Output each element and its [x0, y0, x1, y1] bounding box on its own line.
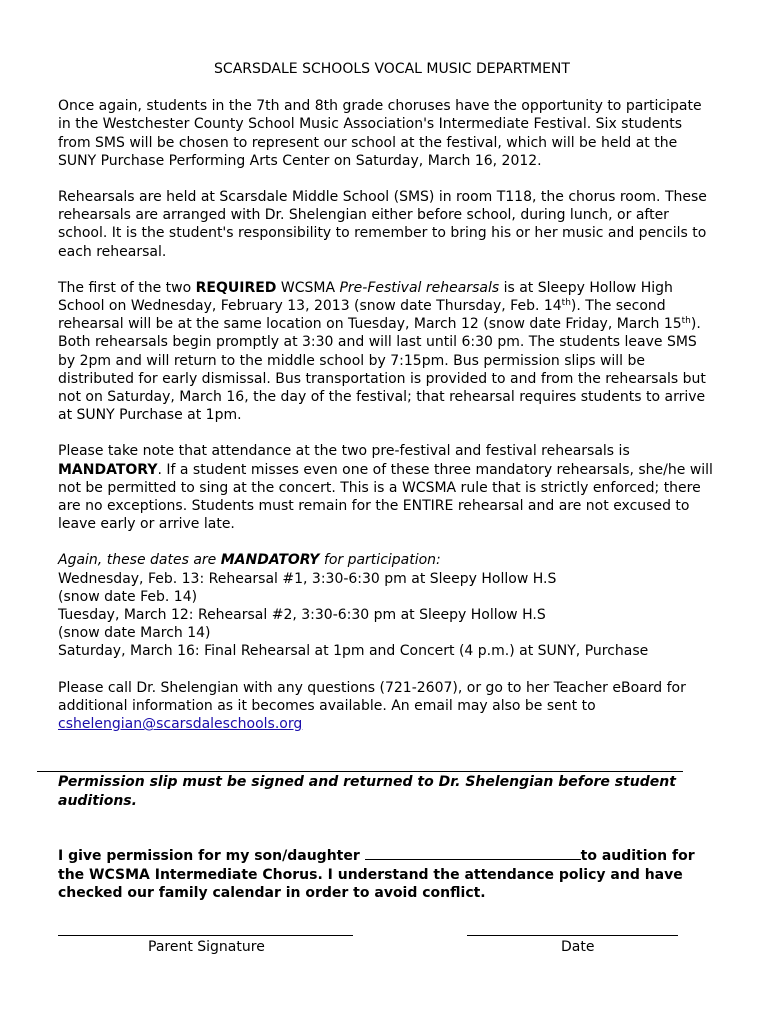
intro-paragraph: Once again, students in the 7th and 8th grade choruses have the opportunity to participate in the Westchester County School Music Association's Intermediate Festival. Six students from SMS will be chosen to represent our school at the festival, which will be held at the SUNY Purchase Performing Arts Center on Saturday, March 16, 2012.: [58, 98, 702, 169]
date-line: Tuesday, March 12: Rehearsal #2, 3:30-6:30 pm at Sleepy Hollow H.S: [58, 607, 546, 624]
text-run: . If a student misses even one of these three mandatory rehearsals, she/he will not be permitted to sing at the concert. This is a WCSMA rule that is strictly enforced; there are no exceptions. Students must remain for the ENTIRE rehearsal and are not excused to leave early or arrive late.: [58, 461, 713, 533]
rehearsals-paragraph: Rehearsals are held at Scarsdale Middle School (SMS) in room T118, the chorus room. These rehearsals are arranged with Dr. Shelengian either before school, during lunch, or after school. It is the student's responsibility to remember to bring his or her music and pencils to each rehearsal.: [58, 189, 707, 260]
text-run: Please take note that attendance at the two pre-festival and festival rehearsals is: [58, 443, 630, 460]
text-run: WCSMA: [276, 279, 340, 296]
text-run: The first of the two: [58, 279, 196, 296]
permission-slip-note: Permission slip must be signed and returned to Dr. Shelengian before student auditions.: [58, 774, 676, 809]
date-line: Saturday, March 16: Final Rehearsal at 1pm and Concert (4 p.m.) at SUNY, Purchase: [58, 643, 649, 660]
date-line: (snow date March 14): [58, 625, 211, 642]
ordinal-suffix: th: [561, 298, 571, 309]
date-label: Date: [561, 939, 595, 955]
parent-signature-line[interactable]: [58, 935, 353, 936]
text-run: is at Sleepy Hollow High School on Wednesday, February 13, 2013 (snow date Thursday, Feb. 14: [58, 279, 673, 315]
page-title: SCARSDALE SCHOOLS VOCAL MUSIC DEPARTMENT: [214, 61, 570, 77]
text-run: Again, these dates are: [58, 552, 221, 569]
mandatory-dates-list: [58, 551, 718, 660]
date-line-field[interactable]: [467, 935, 678, 936]
text-run: Please call Dr. Shelengian with any questions (721-2607), or go to her Teacher eBoard for additional information as it becomes available. An email may also be sent to: [58, 679, 686, 714]
parent-signature-label: Parent Signature: [148, 939, 265, 955]
required-emphasis: REQUIRED: [195, 279, 277, 296]
attendance-paragraph: [58, 442, 718, 533]
pre-festival-emphasis: Pre-Festival rehearsals: [339, 279, 500, 296]
letter-body: [58, 60, 718, 751]
text-run: ). Both rehearsals begin promptly at 3:30 and will last until 6:30 pm. The students leave SMS by 2pm and will return to the middle school by 7:15pm. Bus permission slips will be distributed for early dismissal. Bus transportation is provided to and from the rehearsals but not on Saturday, March 16, the day of the festival; that rehearsal requires students to arrive at SUNY Purchase at 1pm.: [58, 316, 706, 424]
email-link[interactable]: cshelengian@scarsdaleschools.org: [58, 716, 303, 733]
ordinal-suffix: th: [681, 316, 691, 327]
text-run: I give permission for my son/daughter: [58, 848, 365, 864]
contact-paragraph: [58, 679, 718, 734]
date-line: (snow date Feb. 14): [58, 588, 198, 605]
text-run: for participation:: [319, 552, 441, 569]
permission-statement: [58, 847, 718, 903]
pre-festival-paragraph: [58, 279, 718, 425]
mandatory-emphasis: MANDATORY: [58, 461, 158, 478]
dates-intro: [58, 551, 718, 569]
text-run: to audition for the WCSMA Intermediate Chorus. I understand the attendance policy and have checked our family calendar in order to avoid conflict.: [58, 848, 695, 901]
divider-line: [37, 771, 683, 772]
date-line: Wednesday, Feb. 13: Rehearsal #1, 3:30-6:30 pm at Sleepy Hollow H.S: [58, 570, 557, 587]
text-run: ). The second rehearsal will be at the same location on Tuesday, March 12 (snow date Friday, March 15: [58, 298, 682, 333]
mandatory-emphasis: MANDATORY: [220, 552, 320, 569]
student-name-blank[interactable]: [365, 847, 581, 860]
